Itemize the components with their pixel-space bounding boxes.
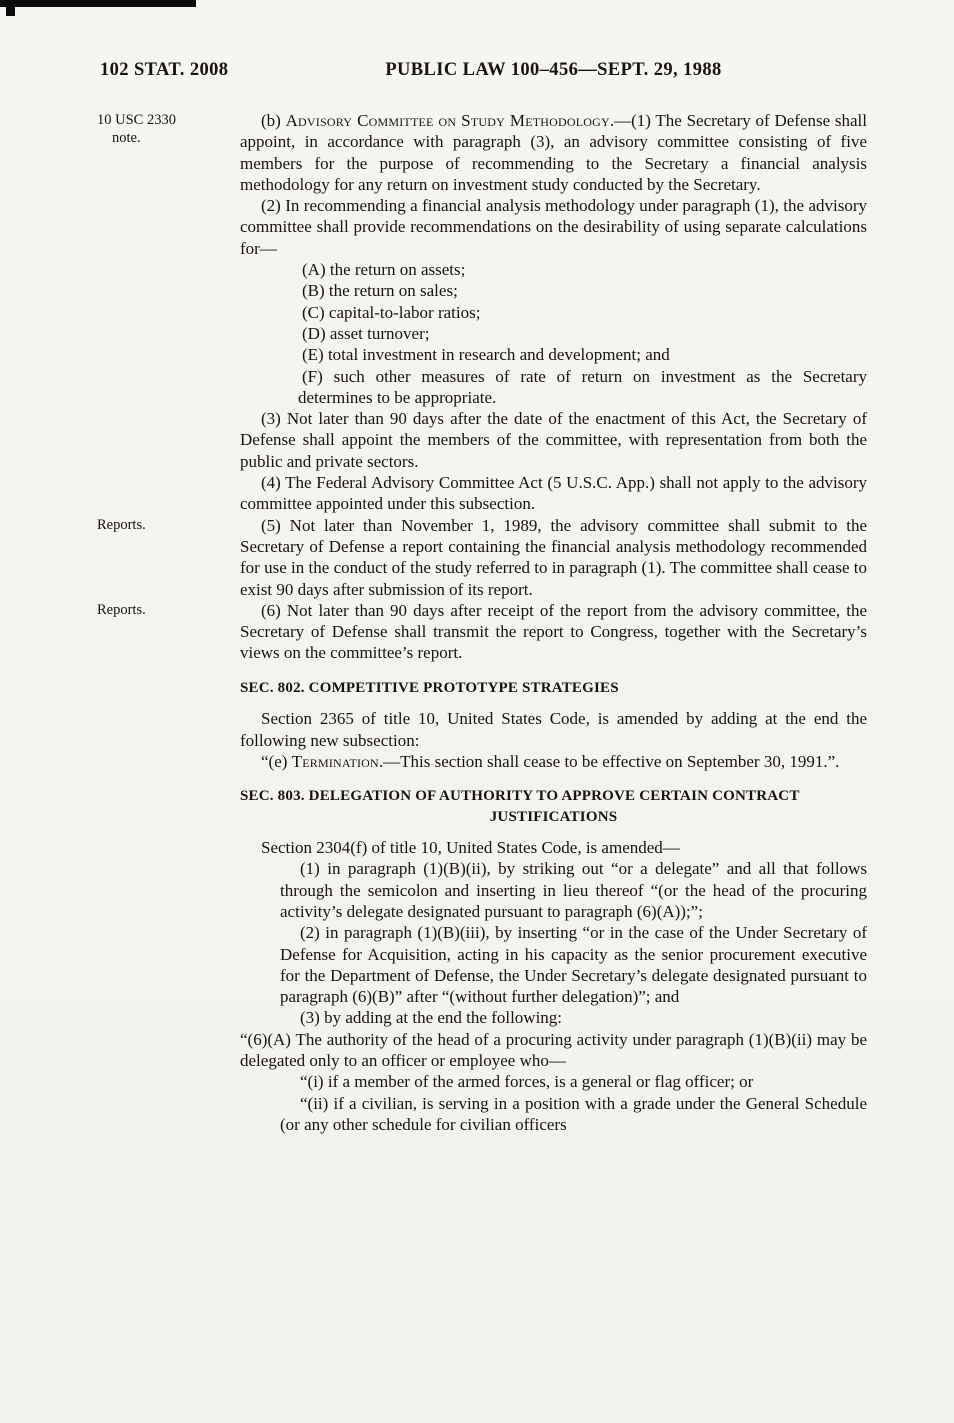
scan-artifact (6, 0, 15, 16)
body-cell (240, 366, 867, 409)
section-heading (240, 786, 867, 827)
content-row (97, 472, 867, 515)
margin-note-line: 10 USC 2330 (97, 112, 176, 128)
body-cell (240, 751, 867, 772)
body-paragraph (240, 472, 867, 515)
body-cell (240, 708, 867, 751)
body-paragraph (298, 302, 867, 323)
content-row (97, 302, 867, 323)
margin-note-empty (97, 1029, 240, 1031)
text-segment: .—This section shall cease to be effective on September 30, 1991.”. (378, 751, 840, 771)
text-segment: (3) Not later than 90 days after the date of the enactment of this Act, the Secretary of Defense shall appoint the members of the committee, with representation from both the public and private sectors. (240, 409, 867, 471)
margin-note-empty (97, 366, 240, 368)
margin-note-line: note. (112, 129, 141, 146)
margin-note-empty (97, 195, 240, 197)
page-header (0, 60, 954, 86)
scan-artifact (0, 0, 196, 7)
body-paragraph (280, 858, 867, 922)
section-heading-line: JUSTIFICATIONS (489, 808, 618, 825)
section-heading-line: SEC. 803. DELEGATION OF AUTHORITY TO APPROVE CERTAIN CONTRACT (240, 788, 800, 805)
text-segment: Section 2365 of title 10, United States Code, is amended by adding at the end the following new subsection: (240, 709, 867, 750)
text-segment: (2) In recommending a financial analysis methodology under paragraph (1), the advisory committee shall provide recommendations on the desirability of using separate calculations for— (240, 196, 867, 258)
body-cell (240, 344, 867, 365)
body-paragraph (280, 1093, 867, 1136)
text-segment: (C) capital-to-labor ratios; (302, 302, 481, 322)
margin-note-empty (97, 708, 240, 710)
content-row (97, 515, 867, 600)
body-paragraph (298, 323, 867, 344)
text-segment: “(ii) if a civilian, is serving in a position with a grade under the General Schedule (or any other schedule for civilian officers (280, 1093, 867, 1134)
content-row (97, 1029, 867, 1072)
content-row (97, 366, 867, 409)
margin-note-empty (97, 302, 240, 304)
text-segment: (b) (261, 111, 286, 130)
text-segment: (5) Not later than November 1, 1989, the advisory committee shall submit to the Secretary of Defense a report containing the financial analysis methodology recommended for use in the conduct of the study referred to in paragraph (1). The committee shall cease to exist 90 days after submission of its report. (240, 515, 867, 599)
text-segment: “(6)(A) The authority of the head of a procuring activity under paragraph (1)(B)(ii) may be delegated only to an officer or employee who— (240, 1029, 867, 1071)
margin-note-empty (97, 344, 240, 346)
body-paragraph (280, 922, 867, 1007)
body-cell (240, 472, 867, 515)
section-heading (240, 678, 867, 699)
body-paragraph (240, 515, 867, 600)
body-cell (240, 1007, 867, 1028)
margin-note-empty (97, 922, 240, 924)
body-paragraph (240, 837, 867, 858)
margin-note-empty (97, 1007, 240, 1009)
margin-note-empty (97, 664, 240, 666)
content-row (97, 600, 867, 664)
margin-note-line: Reports. (97, 601, 146, 618)
margin-note-line: Reports. (97, 516, 146, 533)
text-segment: (6) Not later than 90 days after receipt of the report from the advisory committee, the Secretary of Defense shall transmit the report to Congress, together with the Secretary’s views on the committee’s report. (240, 600, 867, 663)
body-paragraph (280, 1007, 867, 1028)
body-paragraph (240, 708, 867, 751)
margin-note (97, 515, 240, 535)
body-cell (240, 408, 867, 472)
body-cell (240, 600, 867, 664)
content-row (97, 1071, 867, 1092)
text-segment: (D) asset turnover; (302, 323, 430, 343)
text-segment: (2) in paragraph (1)(B)(iii), by inserting “or in the case of the Under Secretary of Defense for Acquisition, acting in his capacity as the senior procurement executive for the Department of Defense, the Under Secretary’s delegate designated pursuant to paragraph (6)(B)” after “(without further delegation)”; and (280, 923, 867, 1007)
text-segment: “(e) (261, 751, 292, 771)
body-cell (240, 922, 867, 1007)
body-paragraph (240, 1029, 867, 1072)
body-paragraph (240, 600, 867, 664)
text-segment: “(i) if a member of the armed forces, is a general or flag officer; or (300, 1072, 754, 1092)
margin-note-empty (97, 408, 240, 410)
content-blocks (97, 110, 867, 1135)
margin-note-empty (97, 1071, 240, 1073)
body-cell (240, 1071, 867, 1092)
body-paragraph (298, 344, 867, 365)
body-cell (240, 195, 867, 259)
content-row (97, 110, 867, 195)
body-cell (240, 280, 867, 301)
content-row (97, 751, 867, 772)
body-paragraph (240, 195, 867, 259)
margin-note (97, 600, 240, 620)
margin-note-empty (97, 259, 240, 261)
body-cell (240, 515, 867, 600)
content-row (97, 195, 867, 259)
text-segment: Section 2304(f) of title 10, United States Code, is amended— (261, 838, 680, 858)
body-cell (240, 1093, 867, 1136)
content-row (97, 708, 867, 751)
law-title: PUBLIC LAW 100–456—SEPT. 29, 1988 (385, 60, 722, 80)
body-cell (240, 302, 867, 323)
content-row (97, 1093, 867, 1136)
small-caps-term: Advisory Committee on Study Methodology (285, 111, 610, 130)
section-heading-line: SEC. 802. COMPETITIVE PROTOTYPE STRATEGIES (240, 679, 619, 696)
small-caps-term: Termination (291, 751, 379, 771)
text-segment: (F) such other measures of rate of return on investment as the Secretary determines to be appropriate. (298, 366, 867, 407)
body-paragraph (298, 259, 867, 280)
body-paragraph (240, 751, 867, 772)
text-segment: (E) total investment in research and development; and (302, 345, 670, 365)
text-segment: (4) The Federal Advisory Committee Act (5 U.S.C. App.) shall not apply to the advisory committee appointed under this subsection. (240, 473, 867, 514)
content-row (97, 858, 867, 922)
content-row (97, 344, 867, 365)
margin-note-empty (97, 751, 240, 753)
body-cell (240, 1029, 867, 1072)
body-cell (240, 772, 867, 837)
content-row (97, 1007, 867, 1028)
body-paragraph (298, 366, 867, 409)
content-row (97, 259, 867, 280)
body-paragraph (240, 110, 867, 195)
body-cell (240, 664, 867, 709)
body-cell (240, 837, 867, 858)
text-segment: (A) the return on assets; (302, 260, 466, 280)
margin-note-empty (97, 323, 240, 325)
content-row (97, 664, 867, 709)
stat-page-number: 102 STAT. 2008 (100, 60, 229, 80)
text-segment: (B) the return on sales; (302, 281, 458, 301)
body-paragraph (298, 280, 867, 301)
text-segment: (1) in paragraph (1)(B)(ii), by striking out “or a delegate” and all that follows through the semicolon and inserting in lieu thereof “(or the head of the procuring activity’s delegate designated pursuant to paragraph (6)(A));”; (280, 859, 867, 921)
content-row (97, 837, 867, 858)
content-row (97, 922, 867, 1007)
body-cell (240, 323, 867, 344)
body-cell (240, 110, 867, 195)
margin-note-empty (97, 858, 240, 860)
text-segment: (3) by adding at the end the following: (300, 1008, 563, 1028)
text-segment: .—(1) The Secretary of Defense shall appoint, in accordance with paragraph (3), an advisory committee consisting of five members for the purpose of recommending to the Secretary a financial analysis methodology for any return on investment study conducted by the Secretary. (240, 111, 867, 194)
content-row (97, 772, 867, 837)
body-paragraph (240, 408, 867, 472)
body-cell (240, 259, 867, 280)
body-cell (240, 858, 867, 922)
margin-note (97, 110, 240, 147)
content-row (97, 408, 867, 472)
body-paragraph (280, 1071, 867, 1092)
content-row (97, 280, 867, 301)
margin-note-empty (97, 472, 240, 474)
margin-note-empty (97, 837, 240, 839)
content-row (97, 323, 867, 344)
margin-note-empty (97, 280, 240, 282)
margin-note-empty (97, 772, 240, 774)
margin-note-empty (97, 1093, 240, 1095)
